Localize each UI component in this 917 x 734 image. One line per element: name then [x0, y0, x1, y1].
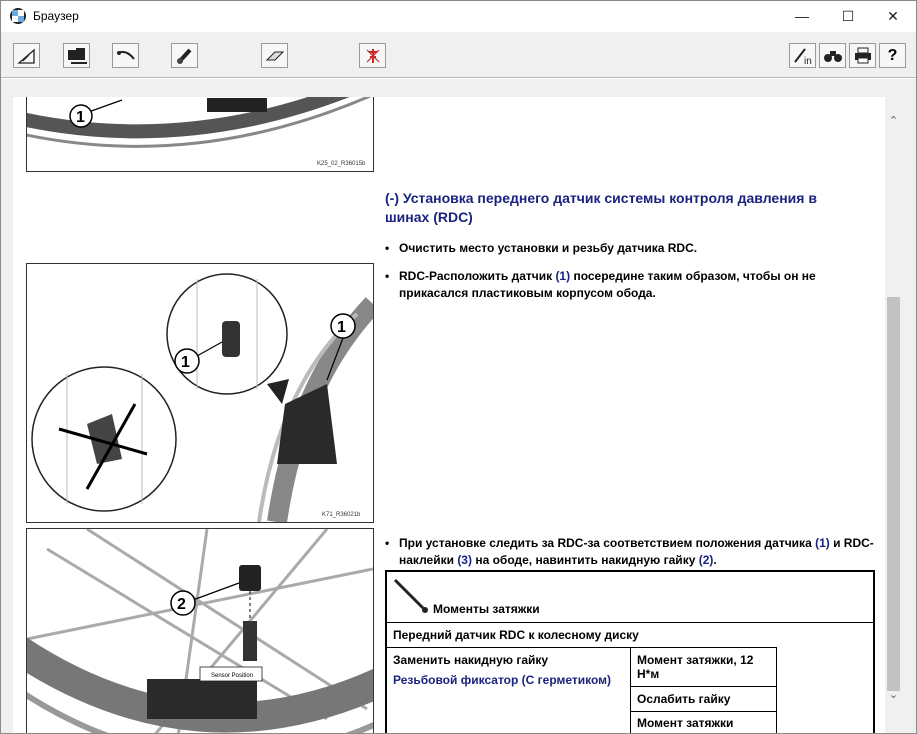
svg-text:1: 1 — [76, 109, 85, 126]
documents-button[interactable] — [63, 43, 90, 68]
pen-button[interactable] — [171, 43, 198, 68]
section-heading: (-) Установка переднего датчик системы контроля давления в шинах (RDC) — [385, 190, 817, 225]
maximize-button[interactable]: ☐ — [841, 8, 855, 24]
printer-icon — [853, 46, 873, 66]
disconnect-icon — [363, 46, 383, 66]
toolbar — [1, 32, 916, 79]
torque-value-cell: Момент затяжки, 12 Н*м — [631, 647, 777, 686]
minimize-button[interactable]: — — [795, 8, 809, 24]
window-title: Браузер — [33, 9, 79, 23]
ref-link[interactable]: (1) — [555, 269, 571, 283]
title-bar — [1, 1, 916, 32]
torque-header: Моменты затяжки — [387, 572, 873, 622]
resize-button[interactable] — [13, 43, 40, 68]
torque-row-left: Заменить накидную гайку Резьбовой фиксатор (С герметиком) — [387, 647, 631, 733]
binoculars-icon — [823, 46, 843, 66]
vertical-scrollbar[interactable] — [885, 97, 902, 733]
figure-wheel-top — [26, 97, 374, 172]
sensor-position-illustration — [27, 264, 373, 522]
eraser-button[interactable] — [261, 43, 288, 68]
svg-text:1: 1 — [181, 354, 190, 371]
wrench-icon — [116, 46, 136, 66]
pen-icon — [175, 46, 195, 66]
document-content: 1 K25_02_R36015b 1 1 K71_R36021b Sensor Position 2 (-) Установка переднего датчик системы контроля давления в шинах (RDC) • Очистить место установки и резьбу датчика RDC. • RDC-Расположить датчик (1) посередине таким образом, чтобы он не прикасался пластиковым корпусом обода. • При установке следить за RDC-за соответствием положения датчика (1) и RDC-наклейки (3) на ободе, навинтить накидную гайку (2). Моменты затяжки Передний датчик RDC к колесному диску Заменить накидную гайку Резьбовой фиксатор (С герметиком) Момент затяжки, 12 Н*м Ослабить гайку Момент затяжки — [13, 97, 885, 733]
loosen-nut-cell: Ослабить гайку — [631, 686, 777, 711]
figure-sensor-position — [26, 263, 374, 523]
svg-text:1: 1 — [337, 319, 346, 336]
eraser-icon — [265, 46, 285, 66]
printer-button[interactable] — [849, 43, 876, 68]
torque-wrench-icon — [391, 576, 431, 614]
index-icon — [793, 46, 815, 66]
ref-link[interactable]: (2) — [698, 553, 714, 567]
sensor-nut-illustration — [27, 529, 373, 733]
figure-sensor-nut — [26, 528, 374, 733]
help-button[interactable] — [879, 43, 906, 68]
help-icon: ? — [887, 47, 898, 64]
resize-icon — [17, 46, 37, 66]
svg-text:2: 2 — [177, 596, 186, 613]
instruction-item: • При установке следить за RDC-за соответствием положения датчика (1) и RDC-наклейки (3) на ободе, навинтить накидную гайку (2). — [385, 536, 874, 567]
scroll-up-icon[interactable]: ⌃ — [888, 115, 899, 127]
svg-text:Sensor Position: Sensor Position — [211, 673, 254, 679]
figure-label: K71_R36021b — [322, 512, 361, 518]
figure-label: K25_02_R36015b — [317, 161, 366, 167]
index-button[interactable] — [789, 43, 816, 68]
close-button[interactable]: ✕ — [887, 8, 899, 24]
binoculars-button[interactable] — [819, 43, 846, 68]
ref-link[interactable]: (1) — [815, 536, 830, 550]
scroll-down-icon[interactable]: ⌄ — [888, 689, 899, 701]
ref-link[interactable]: (3) — [457, 553, 472, 567]
wrench-button[interactable] — [112, 43, 139, 68]
torque-subheader: Передний датчик RDC к колесному диску — [387, 622, 873, 647]
instruction-item: • RDC-Расположить датчик (1) посередине таким образом, чтобы он не прикасался пластиковым корпусом обода. — [385, 269, 816, 300]
torque-table — [385, 570, 875, 733]
documents-icon — [67, 46, 89, 66]
thread-locker-link[interactable]: Резьбовой фиксатор (С герметиком) — [393, 673, 612, 687]
torque-value-cell-2: Момент затяжки — [631, 711, 777, 733]
bmw-logo-icon — [10, 8, 26, 24]
disconnect-button[interactable] — [359, 43, 386, 68]
wheel-rim-illustration — [27, 97, 373, 171]
svg-text:in: in — [804, 56, 812, 66]
scroll-thumb[interactable] — [887, 297, 900, 691]
